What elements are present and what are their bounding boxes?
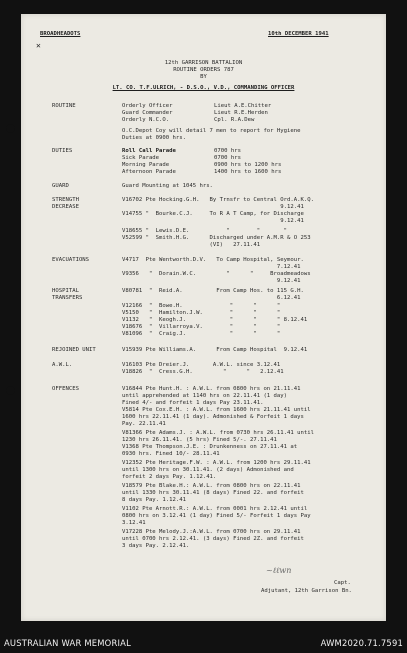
hospital-heading: TRANSFERS — [52, 295, 83, 301]
offence-line: Fined 4/- and forfeit 1 days Pay 23.11.41. — [122, 400, 264, 406]
offence-line: until 1330 hrs 30.11.41 (8 days) Fined 22. and forfeit — [122, 490, 304, 496]
hospital-line: V18676 " Villarroya.V. " " " — [122, 324, 281, 330]
handwritten-signature: ~ℓℓwn — [266, 566, 292, 575]
routine-role: Orderly Officer — [122, 103, 173, 109]
duties-heading: DUTIES — [52, 148, 73, 154]
rejoined-line: V15939 Pte Williams.A. From Camp Hospital 9.12.41 — [122, 347, 308, 353]
hospital-line: V81096 " Craig.J. " " " — [122, 331, 281, 337]
evacuation-line: V9356 " Dorain.W.C. " " Broadmeadows — [122, 271, 311, 277]
evacuations-heading: EVACUATIONS — [52, 257, 90, 263]
title-line-2: ROUTINE ORDERS 787 — [173, 67, 234, 73]
title-commanding-officer: LT. CO. T.F.ULRICH, - D.S.O., V.D., COMMANDING OFFICER — [112, 85, 295, 91]
evacuation-line: V4717 Pte Wentworth.D.V. To Camp Hospital, Seymour. — [122, 257, 304, 263]
strength-line: V14755 " Bourke.C.J. To R A T Camp, for Discharge — [122, 211, 304, 217]
footer-institution: AUSTRALIAN WAR MEMORIAL — [4, 638, 131, 648]
archive-footer — [0, 621, 407, 653]
offence-line: V1368 Pte Thompson.J.E. : Drunkenness on 27.11.41 at — [122, 444, 298, 450]
strength-line: V16702 Pte Hocking.G.H. By Trnsfr to Central Ord.A.K.Q. — [122, 197, 314, 203]
awl-line: V18826 " Cress.G.H. " " 2.12.41 — [122, 369, 284, 375]
evacuation-line: 9.12.41 — [122, 278, 301, 284]
duty-name: Morning Parade — [122, 162, 170, 168]
strength-heading: STRENGTH — [52, 197, 79, 203]
rejoined-heading: REJOINED UNIT — [52, 347, 96, 353]
routine-name: Lieut A.E.Chitter — [214, 103, 272, 109]
title-line-1: 12th GARRISON BATTALION — [164, 60, 243, 66]
signature-title: Adjutant, 12th Garrison Bn. — [261, 588, 352, 594]
offence-line: 1600 hrs 22.11.41 (1 day). Admonished & Forfeit 1 days — [122, 414, 304, 420]
hospital-line: V12166 " Bowe.H. " " " — [122, 303, 281, 309]
duty-name: Sick Parade — [122, 155, 160, 161]
hospital-line: V5150 " Hamilton.J.W. " " " — [122, 310, 281, 316]
awl-heading: A.W.L. — [52, 362, 73, 368]
offence-line: 0800 hrs on 3.12.41 (1 day) Fined 5/- Forfeit 1 days Pay — [122, 513, 311, 519]
hospital-line: V1132 " Keogh.J. " " " 8.12.41 — [122, 317, 308, 323]
duty-name: Afternoon Parade — [122, 169, 176, 175]
duty-time: 0700 hrs — [214, 155, 241, 161]
hospital-line: 6.12.41 — [122, 295, 301, 301]
offence-line: 3 days Pay. 2.12.41. — [122, 543, 190, 549]
document-page — [21, 14, 386, 621]
strength-line: V52599 " Smith.H.G. Discharged under A.M.R & O 253 — [122, 235, 311, 241]
offence-line: forfeit 2 days Pay. 1.12.41. — [122, 474, 217, 480]
title-line-3: BY — [200, 74, 207, 80]
offence-line: 0930 hrs. Fined 10/- 28.11.41 — [122, 451, 220, 457]
strength-line: (VI) 27.11.41 — [122, 242, 261, 248]
offence-line: until 0700 hrs 2.12.41. (3 days) Fined 2Z. and forfeit — [122, 536, 304, 542]
strength-heading: DECREASE — [52, 204, 79, 210]
routine-name: Lieut R.E.Herden — [214, 110, 268, 116]
punch-hole — [6, 386, 15, 395]
routine-role: Orderly N.C.O. — [122, 117, 170, 123]
duty-time: 0700 hrs — [214, 148, 241, 154]
guard-heading: GUARD — [52, 183, 69, 189]
offence-line: 3.12.41 — [122, 520, 146, 526]
offence-line: V17228 Pte Melody.J.:A.W.L. from 0700 hrs on 29.11.41 — [122, 529, 301, 535]
offence-line: V81366 Pte Adams.J. : A.W.L. from 0730 hrs 26.11.41 until — [122, 430, 314, 436]
routine-heading: ROUTINE — [52, 103, 76, 109]
offences-heading: OFFENCES — [52, 386, 79, 392]
strength-line: 9.12.41 — [122, 218, 304, 224]
offence-line: Pay. 22.11.41 — [122, 421, 166, 427]
evacuation-line: 7.12.41 — [122, 264, 301, 270]
pin-mark-icon: ✕ — [36, 41, 41, 50]
header-date: 10th DECEMBER 1941 — [268, 31, 329, 37]
routine-name: Cpl. R.A.Dew — [214, 117, 255, 123]
hospital-heading: HOSPITAL — [52, 288, 79, 294]
duty-time: 1400 hrs to 1600 hrs — [214, 169, 282, 175]
awl-line: V16103 Pte Dreier.J. A.W.L. since 3.12.41 — [122, 362, 281, 368]
offence-line: 1230 hrs 26.11.41. (5 hrs) Fined 5/-. 27.11.41 — [122, 437, 277, 443]
routine-note: O.C.Depot Coy will detail 7 men to report for Hygiene — [122, 128, 301, 134]
duty-name: Roll Call Parade — [122, 148, 176, 154]
signature-rank: Capt. — [334, 580, 351, 586]
offence-line: V16844 Pte Hunt.H. : A.W.L. from 0800 hrs on 21.11.41 — [122, 386, 301, 392]
footer-accession-number: AWM2020.71.7591 — [320, 638, 403, 648]
guard-text: Guard Mounting at 1045 hrs. — [122, 183, 213, 189]
hospital-line: V80781 " Reid.A. From Camp Hos. to 115 G.H. — [122, 288, 304, 294]
offence-line: until 1300 hrs on 30.11.41. (2 days) Admonished and — [122, 467, 294, 473]
routine-note: Duties at 0900 hrs. — [122, 135, 186, 141]
offence-line: V12352 Pte Heritage.F.W. : A.W.L. from 1200 hrs 29.11.41 — [122, 460, 311, 466]
offence-line: 8 days Pay. 1.12.41 — [122, 497, 186, 503]
strength-line: 9.12.41 — [122, 204, 304, 210]
offence-line: V5814 Pte Cox.E.H. : A.W.L. from 1600 hrs 21.11.41 until — [122, 407, 311, 413]
strength-line: V18655 " Lewis.D.E. " " " — [122, 228, 288, 234]
duty-time: 0900 hrs to 1200 hrs — [214, 162, 282, 168]
offence-line: V1102 Pte Arnott.R.: A.W.L. from 0001 hrs 2.12.41 until — [122, 506, 308, 512]
routine-role: Guard Commander — [122, 110, 173, 116]
punch-hole — [6, 124, 15, 133]
offence-line: V18579 Pte Blake.H.: A.W.L. from 0800 hrs on 22.11.41 — [122, 483, 301, 489]
header-location: BROADHEADOTS — [40, 31, 81, 37]
offence-line: until apprehended at 1140 hrs on 22.11.41 (1 day) — [122, 393, 288, 399]
